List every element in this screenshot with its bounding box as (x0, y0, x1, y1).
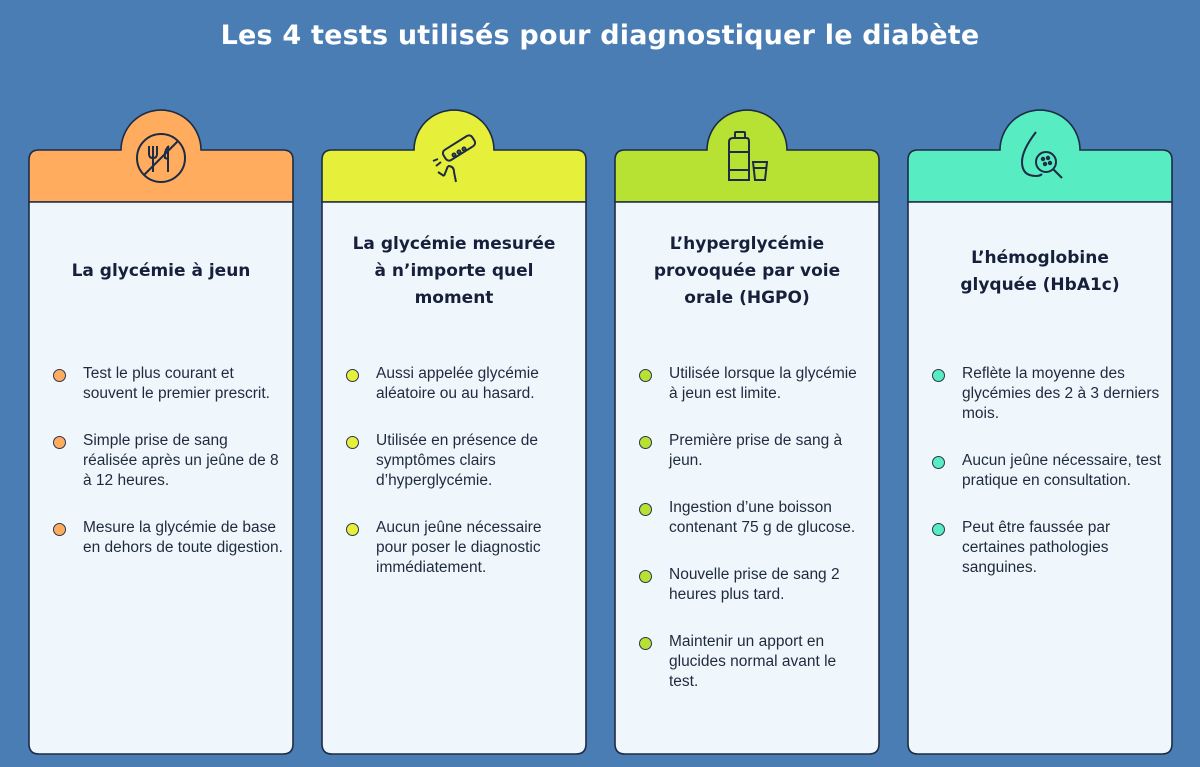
card-ogtt (613, 108, 881, 756)
bullet-dot (346, 436, 359, 449)
list-item (53, 364, 283, 404)
blood-drop-magnifier-icon (1010, 126, 1070, 186)
heading-line: moment (414, 288, 494, 308)
list-item (346, 431, 576, 491)
list-item (932, 364, 1162, 424)
list-item-text: Aussi appelée glycémie aléatoire ou au hasard. (376, 365, 539, 402)
bullet-dot (932, 523, 945, 536)
bullet-dot (53, 369, 66, 382)
glucometer-icon (424, 126, 484, 186)
list-item-text: Ingestion d’une boisson contenant 75 g de glucose. (669, 499, 856, 536)
bullet-dot (639, 570, 652, 583)
card-heading (627, 231, 867, 312)
bullet-list (932, 364, 1162, 605)
list-item (53, 518, 283, 558)
list-item-text: Maintenir un apport en glucides normal avant le test. (669, 633, 837, 690)
list-item-text: Mesure la glycémie de base en dehors de toute digestion. (83, 519, 283, 556)
list-item-text: Première prise de sang à jeun. (669, 432, 843, 469)
list-item (346, 518, 576, 578)
list-item-text: Peut être faussée par certaines pathologies sanguines. (962, 519, 1111, 576)
bullet-dot (639, 369, 652, 382)
list-item (932, 451, 1162, 491)
list-item (639, 498, 869, 538)
heading-line: glyquée (HbA1c) (960, 275, 1120, 295)
list-item (639, 431, 869, 471)
page-title: Les 4 tests utilisés pour diagnostiquer le diabète (220, 20, 980, 51)
bullet-list (639, 364, 869, 719)
heading-line: provoquée par voie (653, 261, 841, 281)
bullet-list (346, 364, 576, 605)
list-item-text: Test le plus courant et souvent le premier prescrit. (83, 365, 270, 402)
bullet-list (53, 364, 283, 585)
bullet-dot (932, 456, 945, 469)
list-item (639, 364, 869, 404)
bullet-dot (639, 436, 652, 449)
card-random-glucose (320, 108, 588, 756)
heading-line: L’hémoglobine (971, 248, 1109, 268)
list-item-text: Utilisée en présence de symptômes clairs d’hyperglycémie. (376, 432, 538, 489)
list-item-text: Nouvelle prise de sang 2 heures plus tard. (669, 566, 840, 603)
card-heading (920, 245, 1160, 299)
bullet-dot (639, 503, 652, 516)
heading-line: orale (HGPO) (684, 288, 810, 308)
list-item (932, 518, 1162, 578)
list-item (346, 364, 576, 404)
list-item (53, 431, 283, 491)
bullet-dot (346, 523, 359, 536)
glucose-drink-icon (717, 126, 777, 186)
heading-line: L’hyperglycémie (669, 234, 825, 254)
list-item-text: Reflète la moyenne des glycémies des 2 à 3 derniers mois. (962, 365, 1160, 422)
heading-line: La glycémie à jeun (71, 261, 251, 281)
bullet-dot (53, 523, 66, 536)
no-food-icon (131, 126, 191, 186)
bullet-dot (53, 436, 66, 449)
heading-line: à n’importe quel (374, 261, 534, 281)
bullet-dot (346, 369, 359, 382)
bullet-dot (932, 369, 945, 382)
card-hba1c (906, 108, 1174, 756)
list-item-text: Aucun jeûne nécessaire, test pratique en consultation. (962, 452, 1162, 489)
card-heading (334, 231, 574, 312)
bullet-dot (639, 637, 652, 650)
list-item (639, 632, 869, 692)
list-item (639, 565, 869, 605)
card-fasting-glucose (27, 108, 295, 756)
list-item-text: Aucun jeûne nécessaire pour poser le diagnostic immédiatement. (376, 519, 542, 576)
list-item-text: Utilisée lorsque la glycémie à jeun est limite. (669, 365, 857, 402)
list-item-text: Simple prise de sang réalisée après un jeûne de 8 à 12 heures. (83, 432, 279, 489)
heading-line: La glycémie mesurée (352, 234, 556, 254)
card-heading (41, 258, 281, 285)
